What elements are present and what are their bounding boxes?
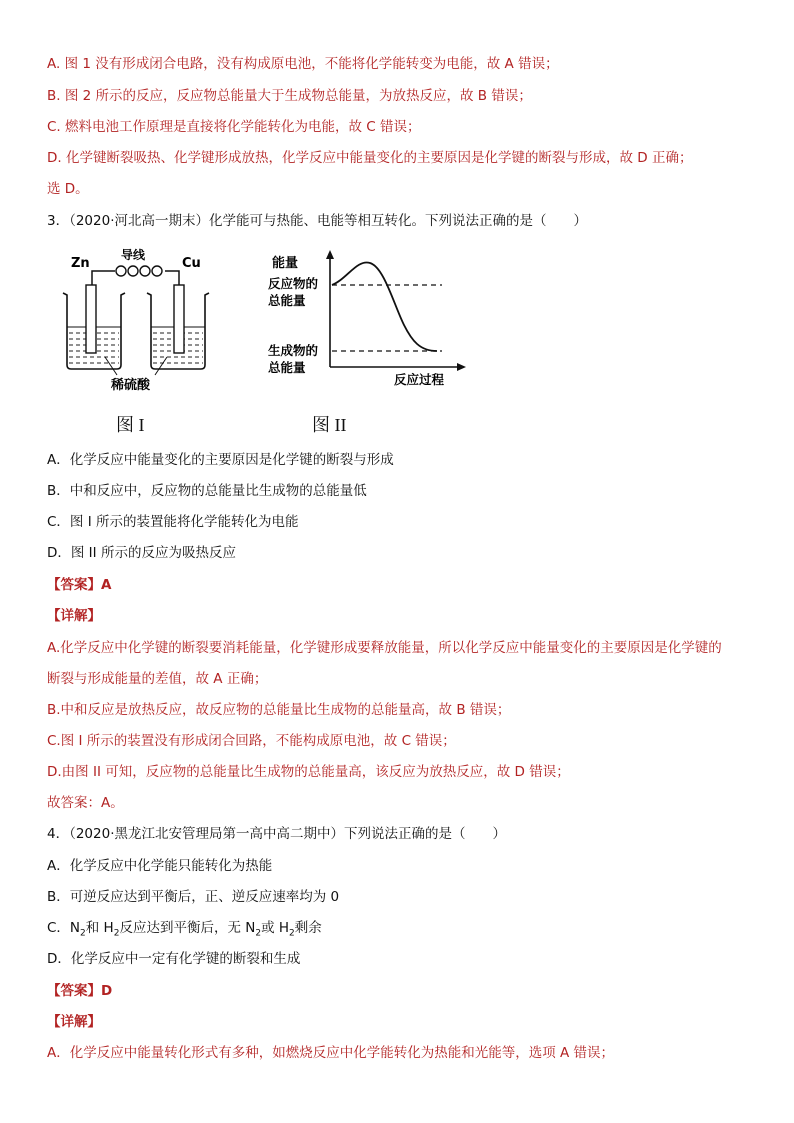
q3-option-b: B．中和反应中，反应物的总能量比生成物的总能量低	[47, 483, 367, 499]
q3-answer: 【答案】A	[47, 577, 112, 593]
figure-1-caption: 图 I	[116, 415, 145, 435]
wire-left	[92, 271, 115, 285]
prev-choice: 选 D。	[47, 181, 89, 197]
q4-detail-a: A．化学反应中能量转化形式有多种，如燃烧反应中化学能转化为热能和光能等，选项 A 错误；	[47, 1045, 615, 1061]
q3-final-answer: 故答案：A。	[47, 795, 124, 811]
q3-option-a: A．化学反应中能量变化的主要原因是化学键的断裂与形成	[47, 452, 394, 468]
q4-option-c: C．$N_2$和 $H_2$反应达到平衡后，无 $N_2$或 $H_2$剩余	[47, 920, 322, 939]
figure-2-energy-diagram	[262, 245, 472, 390]
acid-label: 稀硫酸	[111, 378, 151, 393]
q4-option-a: A．化学反应中化学能只能转化为热能	[47, 858, 273, 874]
figure-1-diagram	[55, 245, 225, 395]
prev-explanation-b: B. 图 2 所示的反应，反应物总能量大于生成物总能量，为放热反应，故 B 错误；	[47, 88, 532, 104]
q3-detail-c: C.图 I 所示的装置没有形成闭合回路，不能构成原电池，故 C 错误；	[47, 733, 456, 749]
q3-detail-label: 【详解】	[47, 608, 101, 624]
cu-electrode	[174, 285, 184, 353]
q4-answer: 【答案】D	[47, 983, 113, 999]
q4-option-b: B．可逆反应达到平衡后，正、逆反应速率均为 0	[47, 889, 340, 905]
prev-explanation-c: C. 燃料电池工作原理是直接将化学能转化为电能，故 C 错误；	[47, 119, 421, 135]
product-label-1: 生成物的	[268, 343, 319, 358]
reactant-label-1: 反应物的	[268, 276, 319, 291]
cu-label: Cu	[182, 256, 201, 271]
wire-label: 导线	[121, 248, 146, 262]
zn-electrode	[86, 285, 96, 353]
q4-stem: 4．（2020·黑龙江北安管理局第一高中高二期中）下列说法正确的是（ ）	[47, 826, 506, 842]
q3-stem: 3．（2020·河北高一期末）化学能可与热能、电能等相互转化。下列说法正确的是（ ）	[47, 213, 587, 229]
q3-detail-b: B.中和反应是放热反应，故反应物的总能量比生成物的总能量高，故 B 错误；	[47, 702, 511, 718]
q3-detail-d: D.由图 II 可知，反应物的总能量比生成物的总能量高，该反应为放热反应，故 D 错误；	[47, 764, 570, 780]
reaction-progress-label: 反应过程	[394, 372, 445, 387]
q4-option-d: D．化学反应中一定有化学键的断裂和生成	[47, 951, 301, 967]
prev-explanation-a: A. 图 1 没有形成闭合电路，没有构成原电池，不能将化学能转变为电能，故 A 错误；	[47, 56, 559, 72]
galvanometer-coil	[116, 266, 162, 276]
reactant-label-2: 总能量	[268, 293, 306, 308]
q4-detail-label: 【详解】	[47, 1014, 101, 1030]
q3-detail-a-line1: A.化学反应中化学键的断裂要消耗能量，化学键形成要释放能量，所以化学反应中能量变化的主要原因是化学键的	[47, 640, 722, 656]
product-label-2: 总能量	[268, 360, 306, 375]
y-axis-arrow	[326, 250, 334, 259]
x-axis-arrow	[457, 363, 466, 371]
q3-option-d: D．图 II 所示的反应为吸热反应	[47, 545, 236, 561]
wire-right	[165, 271, 179, 285]
energy-curve	[332, 262, 437, 351]
energy-axis-label: 能量	[272, 256, 299, 271]
acid-leader-left	[105, 357, 117, 375]
acid-leader-right	[155, 357, 167, 375]
prev-explanation-d: D. 化学键断裂吸热、化学键形成放热，化学反应中能量变化的主要原因是化学键的断裂与形成，故 D 正确；	[47, 150, 693, 166]
q3-option-c: C．图 I 所示的装置能将化学能转化为电能	[47, 514, 299, 530]
figure-2-caption: 图 II	[312, 415, 347, 435]
zn-label: Zn	[71, 256, 90, 271]
q3-detail-a-line2: 断裂与形成能量的差值，故 A 正确；	[47, 671, 268, 687]
